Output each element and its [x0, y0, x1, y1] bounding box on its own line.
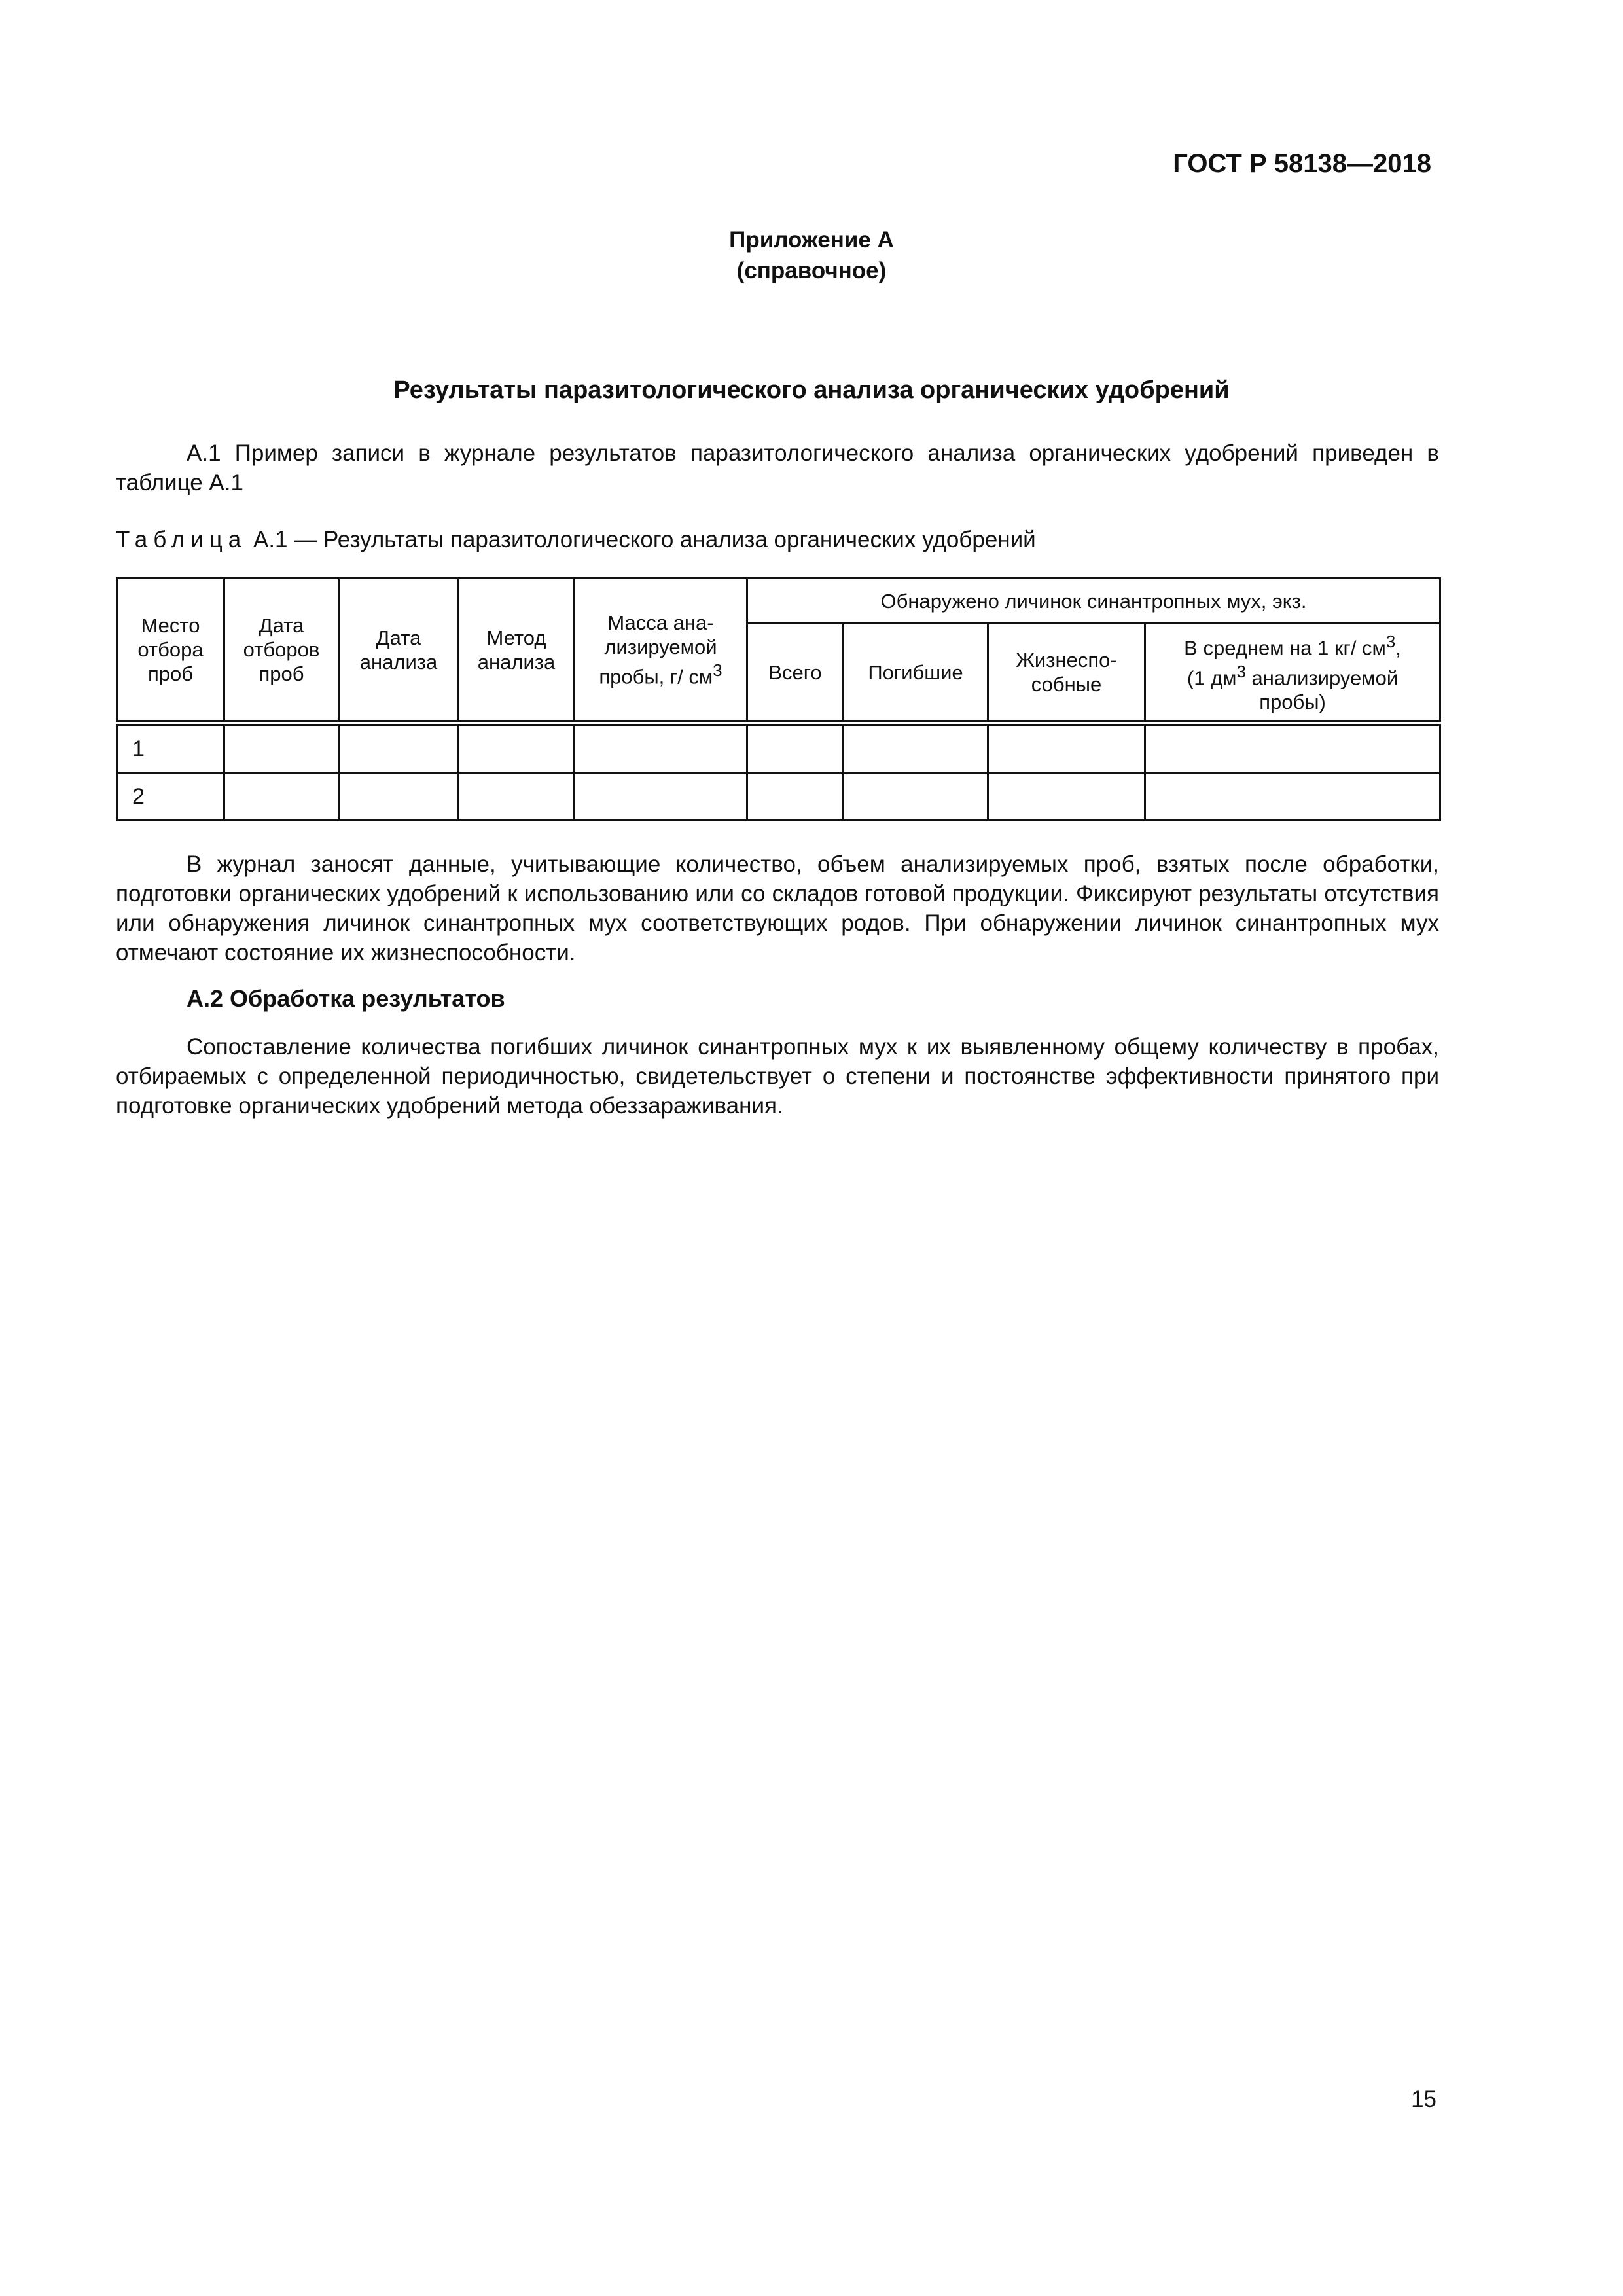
header-place: Место отбора проб [117, 579, 224, 723]
table-cell [575, 723, 747, 773]
table-cell [747, 723, 844, 773]
document-code: ГОСТ Р 58138—2018 [1173, 149, 1431, 178]
header-dead: Погибшие [844, 624, 988, 723]
paragraph-a2: Сопоставление количества погибших личинок синантропных мух к их выявленному общему количеству в пробах, отбираемых с определенной периодичностью, свидетельствует о степени и постоянстве эффективности принятого при подготовке органических удобрений метода обеззараживания. [116, 1034, 1439, 1119]
table-cell [1145, 773, 1440, 821]
paragraph-a1: А.1 Пример записи в журнале результатов паразитологического анализа органических удобрений приведен в таблице А.1 [116, 440, 1439, 495]
header-larvae-group: Обнаружено личинок синантропных мух, экз. [747, 579, 1440, 624]
table-cell [224, 723, 339, 773]
page-number: 15 [1411, 2087, 1436, 2112]
subheading-a2: А.2 Обработка результатов [187, 985, 505, 1012]
appendix-subtitle: (справочное) [736, 258, 887, 283]
results-table [116, 577, 1441, 821]
table-caption-text: А.1 — Результаты паразитологического анализа органических удобрений [253, 527, 1036, 552]
table-cell [459, 773, 575, 821]
header-mass: Масса ана- лизируемой пробы, г/ $см^3$ [575, 579, 747, 723]
header-date-sampling: Дата отборов проб [224, 579, 339, 723]
paragraph-journal: В журнал заносят данные, учитывающие количество, объем анализируемых проб, взятых после обработки, подготовки органических удобрений к использованию или со складов готовой продукции. Фиксируют результаты отсутствия или обнаружения личинок синантропных мух соответствующих родов. При обнаружении личинок синантропных мух отмечают состояние их жизнеспособности. [116, 852, 1439, 965]
appendix-title: Приложение А [729, 227, 894, 253]
table-cell [459, 723, 575, 773]
table-row [117, 773, 1440, 821]
row-number: 1 [117, 723, 224, 773]
table-cell [844, 773, 988, 821]
table-cell [988, 723, 1145, 773]
table-cell [747, 773, 844, 821]
table-cell [575, 773, 747, 821]
header-viable: Жизнеспо- собные [988, 624, 1145, 723]
header-method: Метод анализа [459, 579, 575, 723]
header-total: Всего [747, 624, 844, 723]
table-caption-label: Таблица [116, 527, 247, 552]
table-cell [339, 723, 459, 773]
appendix-heading [0, 224, 1623, 286]
table-row [117, 723, 1440, 773]
header-average: В среднем на 1 кг/ $см^3$, (1 $дм^3$ анализируемой пробы) [1145, 624, 1440, 723]
table-cell [1145, 723, 1440, 773]
table-cell [988, 773, 1145, 821]
table-caption [116, 527, 1036, 553]
row-number: 2 [117, 773, 224, 821]
table-cell [339, 773, 459, 821]
header-date-analysis: Дата анализа [339, 579, 459, 723]
section-title: Результаты паразитологического анализа органических удобрений [393, 376, 1230, 404]
table-cell [224, 773, 339, 821]
table-cell [844, 723, 988, 773]
